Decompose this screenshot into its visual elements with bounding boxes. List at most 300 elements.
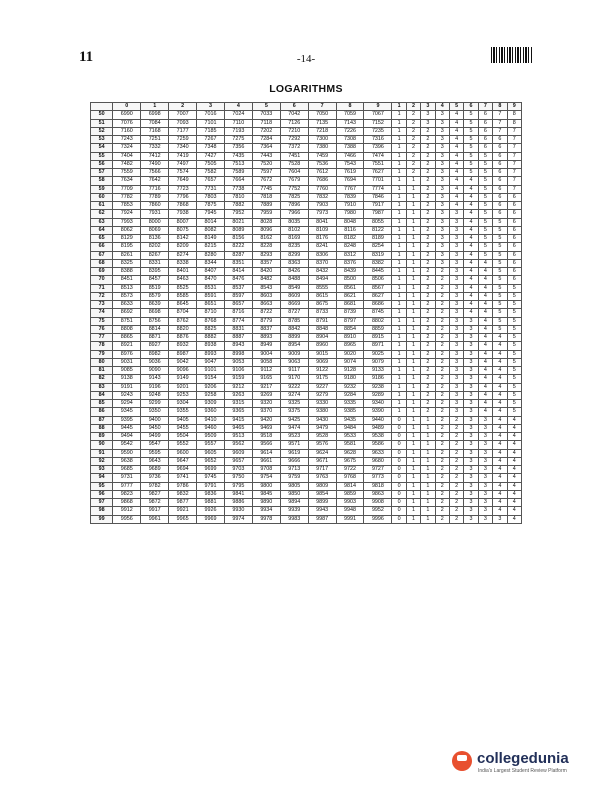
mean-difference-cell: 1 bbox=[406, 284, 420, 292]
table-row bbox=[91, 202, 522, 210]
mean-difference-cell: 3 bbox=[449, 342, 463, 350]
mean-difference-cell: 2 bbox=[421, 202, 435, 210]
table-row bbox=[91, 111, 522, 119]
mean-difference-cell: 3 bbox=[421, 119, 435, 127]
mean-difference-cell: 1 bbox=[392, 152, 406, 160]
log-value-cell: 9703 bbox=[224, 466, 252, 474]
page-number: 11 bbox=[79, 49, 94, 65]
log-value-cell: 9773 bbox=[364, 474, 392, 482]
mean-difference-cell: 5 bbox=[464, 136, 478, 144]
log-value-cell: 8319 bbox=[364, 251, 392, 259]
mean-difference-cell: 7 bbox=[493, 127, 507, 135]
log-value-cell: 9547 bbox=[141, 441, 169, 449]
mean-difference-cell: 8 bbox=[507, 119, 521, 127]
mean-difference-cell: 3 bbox=[464, 482, 478, 490]
logo-name: collegedunia bbox=[477, 750, 569, 767]
log-value-cell: 8573 bbox=[113, 292, 141, 300]
mean-difference-cell: 3 bbox=[449, 268, 463, 276]
log-value-cell: 7210 bbox=[280, 127, 308, 135]
column-header-mean-difference: 1 bbox=[392, 103, 406, 111]
mean-difference-cell: 2 bbox=[421, 193, 435, 201]
log-value-cell: 7059 bbox=[336, 111, 364, 119]
row-label: 69 bbox=[91, 268, 113, 276]
table-row bbox=[91, 375, 522, 383]
log-value-cell: 7482 bbox=[113, 160, 141, 168]
log-value-cell: 8921 bbox=[113, 342, 141, 350]
log-value-cell: 8306 bbox=[308, 251, 336, 259]
log-value-cell: 9253 bbox=[169, 391, 197, 399]
row-label: 64 bbox=[91, 226, 113, 234]
log-value-cell: 8603 bbox=[252, 292, 280, 300]
mean-difference-cell: 4 bbox=[493, 334, 507, 342]
log-value-cell: 8248 bbox=[336, 243, 364, 251]
mean-difference-cell: 2 bbox=[421, 226, 435, 234]
table-row bbox=[91, 284, 522, 292]
log-value-cell: 8261 bbox=[113, 251, 141, 259]
mean-difference-cell: 2 bbox=[449, 482, 463, 490]
log-value-cell: 9117 bbox=[280, 367, 308, 375]
row-label: 56 bbox=[91, 160, 113, 168]
log-value-cell: 7126 bbox=[280, 119, 308, 127]
log-value-cell: 7642 bbox=[141, 177, 169, 185]
log-value-cell: 9832 bbox=[169, 490, 197, 498]
mean-difference-cell: 1 bbox=[406, 449, 420, 457]
log-value-cell: 9047 bbox=[197, 358, 225, 366]
mean-difference-cell: 1 bbox=[406, 334, 420, 342]
mean-difference-cell: 3 bbox=[435, 202, 449, 210]
mean-difference-cell: 5 bbox=[493, 268, 507, 276]
mean-difference-cell: 3 bbox=[464, 457, 478, 465]
log-value-cell: 8762 bbox=[169, 317, 197, 325]
mean-difference-cell: 3 bbox=[449, 358, 463, 366]
mean-difference-cell: 5 bbox=[507, 301, 521, 309]
log-value-cell: 9750 bbox=[224, 474, 252, 482]
log-value-cell: 8555 bbox=[308, 284, 336, 292]
mean-difference-cell: 1 bbox=[406, 400, 420, 408]
log-value-cell: 8837 bbox=[252, 325, 280, 333]
mean-difference-cell: 2 bbox=[435, 433, 449, 441]
mean-difference-cell: 2 bbox=[421, 185, 435, 193]
log-value-cell: 9440 bbox=[364, 416, 392, 424]
log-value-cell: 9877 bbox=[169, 499, 197, 507]
log-value-cell: 7202 bbox=[252, 127, 280, 135]
mean-difference-cell: 3 bbox=[449, 367, 463, 375]
mean-difference-cell: 4 bbox=[478, 334, 492, 342]
log-value-cell: 9786 bbox=[169, 482, 197, 490]
table-row bbox=[91, 499, 522, 507]
log-value-cell: 8633 bbox=[113, 301, 141, 309]
mean-difference-cell: 3 bbox=[464, 424, 478, 432]
log-value-cell: 9983 bbox=[280, 515, 308, 523]
log-value-cell: 8189 bbox=[364, 235, 392, 243]
mean-difference-cell: 3 bbox=[435, 251, 449, 259]
mean-difference-cell: 1 bbox=[406, 243, 420, 251]
log-value-cell: 9128 bbox=[336, 367, 364, 375]
log-value-cell: 8785 bbox=[280, 317, 308, 325]
mean-difference-cell: 3 bbox=[464, 474, 478, 482]
log-value-cell: 9586 bbox=[364, 441, 392, 449]
log-value-cell: 8395 bbox=[141, 268, 169, 276]
log-value-cell: 7760 bbox=[308, 185, 336, 193]
row-label: 58 bbox=[91, 177, 113, 185]
mean-difference-cell: 4 bbox=[507, 515, 521, 523]
mean-difference-cell: 3 bbox=[464, 499, 478, 507]
log-value-cell: 9450 bbox=[141, 424, 169, 432]
log-value-cell: 9484 bbox=[336, 424, 364, 432]
log-value-cell: 8779 bbox=[252, 317, 280, 325]
log-value-cell: 7380 bbox=[308, 144, 336, 152]
log-value-cell: 8069 bbox=[141, 226, 169, 234]
mean-difference-cell: 1 bbox=[421, 457, 435, 465]
log-value-cell: 7235 bbox=[364, 127, 392, 135]
log-value-cell: 8943 bbox=[224, 342, 252, 350]
log-value-cell: 9736 bbox=[141, 474, 169, 482]
mean-difference-cell: 2 bbox=[435, 457, 449, 465]
mean-difference-cell: 6 bbox=[507, 268, 521, 276]
column-header-mean-difference: 5 bbox=[449, 103, 463, 111]
mean-difference-cell: 3 bbox=[435, 185, 449, 193]
column-header-mean-difference: 8 bbox=[493, 103, 507, 111]
log-value-cell: 7566 bbox=[141, 169, 169, 177]
table-row bbox=[91, 177, 522, 185]
log-value-cell: 9921 bbox=[169, 507, 197, 515]
log-value-cell: 9469 bbox=[252, 424, 280, 432]
log-value-cell: 9289 bbox=[364, 391, 392, 399]
mean-difference-cell: 4 bbox=[507, 490, 521, 498]
log-value-cell: 8280 bbox=[197, 251, 225, 259]
mean-difference-cell: 1 bbox=[406, 301, 420, 309]
mean-difference-cell: 2 bbox=[435, 309, 449, 317]
mean-difference-cell: 4 bbox=[464, 268, 478, 276]
log-value-cell: 7412 bbox=[141, 152, 169, 160]
log-value-cell: 9845 bbox=[252, 490, 280, 498]
log-value-cell: 7889 bbox=[252, 202, 280, 210]
table-row bbox=[91, 193, 522, 201]
log-value-cell: 7672 bbox=[252, 177, 280, 185]
mean-difference-cell: 4 bbox=[493, 350, 507, 358]
mean-difference-cell: 3 bbox=[464, 350, 478, 358]
log-value-cell: 8331 bbox=[141, 259, 169, 267]
mean-difference-cell: 5 bbox=[478, 243, 492, 251]
column-header-digit: 6 bbox=[280, 103, 308, 111]
log-value-cell: 9133 bbox=[364, 367, 392, 375]
mean-difference-cell: 5 bbox=[493, 218, 507, 226]
row-label: 61 bbox=[91, 202, 113, 210]
row-label: 54 bbox=[91, 144, 113, 152]
mean-difference-cell: 3 bbox=[464, 515, 478, 523]
page-header bbox=[0, 44, 612, 68]
logo-tagline: India's Largest Student Review Platform bbox=[478, 768, 567, 774]
row-label: 66 bbox=[91, 243, 113, 251]
mean-difference-cell: 4 bbox=[493, 416, 507, 424]
log-value-cell: 9405 bbox=[169, 416, 197, 424]
log-value-cell: 9731 bbox=[113, 474, 141, 482]
log-value-cell: 8202 bbox=[141, 243, 169, 251]
log-value-cell: 9917 bbox=[141, 507, 169, 515]
log-value-cell: 9926 bbox=[197, 507, 225, 515]
mean-difference-cell: 1 bbox=[406, 433, 420, 441]
column-header-mean-difference: 6 bbox=[464, 103, 478, 111]
mean-difference-cell: 1 bbox=[406, 457, 420, 465]
mean-difference-cell: 5 bbox=[507, 408, 521, 416]
mean-difference-cell: 1 bbox=[406, 424, 420, 432]
mean-difference-cell: 1 bbox=[392, 408, 406, 416]
mean-difference-cell: 1 bbox=[392, 400, 406, 408]
mean-difference-cell: 2 bbox=[421, 127, 435, 135]
log-value-cell: 9818 bbox=[364, 482, 392, 490]
mean-difference-cell: 2 bbox=[406, 127, 420, 135]
log-value-cell: 8716 bbox=[224, 309, 252, 317]
log-value-cell: 8357 bbox=[252, 259, 280, 267]
log-value-cell: 8865 bbox=[113, 334, 141, 342]
log-value-cell: 9890 bbox=[252, 499, 280, 507]
mean-difference-cell: 4 bbox=[449, 202, 463, 210]
log-value-cell: 8531 bbox=[197, 284, 225, 292]
mean-difference-cell: 0 bbox=[392, 515, 406, 523]
mean-difference-cell: 3 bbox=[464, 383, 478, 391]
log-value-cell: 7419 bbox=[169, 152, 197, 160]
log-value-cell: 8965 bbox=[336, 342, 364, 350]
log-value-cell: 7959 bbox=[252, 210, 280, 218]
log-value-cell: 8388 bbox=[113, 268, 141, 276]
column-header-digit: 5 bbox=[252, 103, 280, 111]
log-value-cell: 9191 bbox=[113, 383, 141, 391]
mean-difference-cell: 4 bbox=[478, 358, 492, 366]
mean-difference-cell: 3 bbox=[449, 391, 463, 399]
mean-difference-cell: 4 bbox=[478, 391, 492, 399]
mean-difference-cell: 1 bbox=[406, 507, 420, 515]
mean-difference-cell: 0 bbox=[392, 507, 406, 515]
mean-difference-cell: 1 bbox=[406, 441, 420, 449]
mean-difference-cell: 3 bbox=[449, 218, 463, 226]
log-value-cell: 9605 bbox=[197, 449, 225, 457]
mean-difference-cell: 1 bbox=[421, 499, 435, 507]
log-value-cell: 8639 bbox=[141, 301, 169, 309]
log-value-cell: 8325 bbox=[113, 259, 141, 267]
log-value-cell: 8854 bbox=[336, 325, 364, 333]
mean-difference-cell: 2 bbox=[435, 408, 449, 416]
mean-difference-cell: 3 bbox=[435, 144, 449, 152]
mean-difference-cell: 7 bbox=[493, 111, 507, 119]
log-value-cell: 7505 bbox=[197, 160, 225, 168]
log-value-cell: 9899 bbox=[308, 499, 336, 507]
log-value-cell: 9930 bbox=[224, 507, 252, 515]
log-value-cell: 8028 bbox=[252, 218, 280, 226]
mean-difference-cell: 4 bbox=[507, 441, 521, 449]
log-value-cell: 7348 bbox=[197, 144, 225, 152]
mean-difference-cell: 5 bbox=[493, 284, 507, 292]
log-value-cell: 7627 bbox=[364, 169, 392, 177]
table-row bbox=[91, 160, 522, 168]
mean-difference-cell: 4 bbox=[507, 482, 521, 490]
mean-difference-cell: 4 bbox=[464, 259, 478, 267]
mean-difference-cell: 4 bbox=[464, 251, 478, 259]
mean-difference-cell: 5 bbox=[478, 202, 492, 210]
log-value-cell: 8338 bbox=[169, 259, 197, 267]
mean-difference-cell: 4 bbox=[507, 474, 521, 482]
log-value-cell: 7945 bbox=[197, 210, 225, 218]
log-value-cell: 9479 bbox=[308, 424, 336, 432]
log-value-cell: 9713 bbox=[280, 466, 308, 474]
log-value-cell: 7185 bbox=[197, 127, 225, 135]
log-value-cell: 9633 bbox=[364, 449, 392, 457]
log-value-cell: 8567 bbox=[364, 284, 392, 292]
table-row bbox=[91, 433, 522, 441]
mean-difference-cell: 3 bbox=[449, 400, 463, 408]
mean-difference-cell: 5 bbox=[493, 226, 507, 234]
log-value-cell: 8021 bbox=[224, 218, 252, 226]
table-row bbox=[91, 185, 522, 193]
log-value-cell: 7427 bbox=[197, 152, 225, 160]
log-value-cell: 8675 bbox=[308, 301, 336, 309]
mean-difference-cell: 3 bbox=[478, 441, 492, 449]
log-value-cell: 7396 bbox=[364, 144, 392, 152]
mean-difference-cell: 1 bbox=[392, 185, 406, 193]
mean-difference-cell: 3 bbox=[435, 193, 449, 201]
mean-difference-cell: 4 bbox=[478, 325, 492, 333]
row-label: 74 bbox=[91, 309, 113, 317]
column-header-digit: 3 bbox=[197, 103, 225, 111]
log-value-cell: 9777 bbox=[113, 482, 141, 490]
log-value-cell: 7152 bbox=[364, 119, 392, 127]
mean-difference-cell: 4 bbox=[493, 424, 507, 432]
log-value-cell: 8062 bbox=[113, 226, 141, 234]
log-value-cell: 9722 bbox=[336, 466, 364, 474]
mean-difference-cell: 1 bbox=[406, 350, 420, 358]
column-header-digit: 8 bbox=[336, 103, 364, 111]
mean-difference-cell: 0 bbox=[392, 466, 406, 474]
mean-difference-cell: 1 bbox=[392, 127, 406, 135]
log-value-cell: 8669 bbox=[280, 301, 308, 309]
mean-difference-cell: 4 bbox=[464, 243, 478, 251]
row-label: 92 bbox=[91, 457, 113, 465]
log-value-cell: 9943 bbox=[308, 507, 336, 515]
mean-difference-cell: 2 bbox=[435, 391, 449, 399]
row-label: 71 bbox=[91, 284, 113, 292]
mean-difference-cell: 5 bbox=[464, 111, 478, 119]
log-value-cell: 7536 bbox=[308, 160, 336, 168]
mean-difference-cell: 2 bbox=[406, 160, 420, 168]
mean-difference-cell: 1 bbox=[406, 251, 420, 259]
log-value-cell: 7832 bbox=[308, 193, 336, 201]
log-value-cell: 9370 bbox=[252, 408, 280, 416]
log-value-cell: 9504 bbox=[169, 433, 197, 441]
log-value-cell: 7218 bbox=[308, 127, 336, 135]
log-value-cell: 8739 bbox=[336, 309, 364, 317]
log-value-cell: 7589 bbox=[224, 169, 252, 177]
mean-difference-cell: 5 bbox=[507, 309, 521, 317]
log-value-cell: 9934 bbox=[252, 507, 280, 515]
column-header-digit: 0 bbox=[113, 103, 141, 111]
log-value-cell: 8774 bbox=[224, 317, 252, 325]
mean-difference-cell: 1 bbox=[392, 144, 406, 152]
log-value-cell: 7007 bbox=[169, 111, 197, 119]
log-value-cell: 9360 bbox=[197, 408, 225, 416]
log-value-cell: 9791 bbox=[197, 482, 225, 490]
log-value-cell: 9031 bbox=[113, 358, 141, 366]
log-value-cell: 9628 bbox=[336, 449, 364, 457]
mean-difference-cell: 4 bbox=[493, 507, 507, 515]
mean-difference-cell: 5 bbox=[464, 160, 478, 168]
mean-difference-cell: 3 bbox=[449, 309, 463, 317]
log-value-cell: 7110 bbox=[224, 119, 252, 127]
mean-difference-cell: 3 bbox=[435, 127, 449, 135]
log-value-cell: 7490 bbox=[141, 160, 169, 168]
table-row bbox=[91, 218, 522, 226]
mean-difference-cell: 1 bbox=[406, 276, 420, 284]
mean-difference-cell: 3 bbox=[464, 449, 478, 457]
mean-difference-cell: 5 bbox=[464, 169, 478, 177]
log-value-cell: 8727 bbox=[280, 309, 308, 317]
mean-difference-cell: 2 bbox=[435, 284, 449, 292]
table-row bbox=[91, 449, 522, 457]
log-value-cell: 9542 bbox=[113, 441, 141, 449]
mean-difference-cell: 3 bbox=[435, 160, 449, 168]
log-value-cell: 9248 bbox=[141, 391, 169, 399]
log-value-cell: 8876 bbox=[169, 334, 197, 342]
log-value-cell: 9699 bbox=[197, 466, 225, 474]
log-value-cell: 8657 bbox=[224, 301, 252, 309]
mean-difference-cell: 3 bbox=[464, 334, 478, 342]
mean-difference-cell: 4 bbox=[507, 433, 521, 441]
mean-difference-cell: 0 bbox=[392, 474, 406, 482]
mean-difference-cell: 5 bbox=[493, 243, 507, 251]
log-value-cell: 9741 bbox=[169, 474, 197, 482]
mean-difference-cell: 2 bbox=[435, 301, 449, 309]
log-value-cell: 9101 bbox=[197, 367, 225, 375]
row-label: 59 bbox=[91, 185, 113, 193]
table-row bbox=[91, 490, 522, 498]
mean-difference-cell: 2 bbox=[435, 499, 449, 507]
mean-difference-cell: 3 bbox=[449, 276, 463, 284]
mean-difference-cell: 2 bbox=[421, 383, 435, 391]
log-value-cell: 7340 bbox=[169, 144, 197, 152]
log-value-cell: 8537 bbox=[224, 284, 252, 292]
log-value-cell: 8686 bbox=[364, 301, 392, 309]
column-header-mean-difference: 3 bbox=[421, 103, 435, 111]
mean-difference-cell: 4 bbox=[449, 177, 463, 185]
mean-difference-cell: 2 bbox=[449, 507, 463, 515]
log-value-cell: 7993 bbox=[113, 218, 141, 226]
mean-difference-cell: 6 bbox=[493, 160, 507, 168]
mean-difference-cell: 6 bbox=[493, 136, 507, 144]
log-value-cell: 8482 bbox=[252, 276, 280, 284]
mean-difference-cell: 2 bbox=[421, 160, 435, 168]
mean-difference-cell: 5 bbox=[507, 375, 521, 383]
log-value-cell: 9965 bbox=[169, 515, 197, 523]
log-value-cell: 8887 bbox=[224, 334, 252, 342]
log-value-cell: 8954 bbox=[280, 342, 308, 350]
mean-difference-cell: 4 bbox=[478, 317, 492, 325]
log-value-cell: 8615 bbox=[308, 292, 336, 300]
mean-difference-cell: 3 bbox=[478, 515, 492, 523]
log-value-cell: 8609 bbox=[280, 292, 308, 300]
mean-difference-cell: 5 bbox=[493, 292, 507, 300]
row-label: 75 bbox=[91, 317, 113, 325]
mean-difference-cell: 3 bbox=[478, 416, 492, 424]
log-value-cell: 7093 bbox=[169, 119, 197, 127]
log-value-cell: 8893 bbox=[252, 334, 280, 342]
log-value-cell: 9823 bbox=[113, 490, 141, 498]
mean-difference-cell: 3 bbox=[449, 210, 463, 218]
mean-difference-cell: 1 bbox=[392, 210, 406, 218]
log-value-cell: 8293 bbox=[252, 251, 280, 259]
log-value-cell: 7474 bbox=[364, 152, 392, 160]
mean-difference-cell: 3 bbox=[464, 466, 478, 474]
mean-difference-cell: 1 bbox=[392, 111, 406, 119]
mean-difference-cell: 2 bbox=[421, 408, 435, 416]
mean-difference-cell: 7 bbox=[507, 160, 521, 168]
